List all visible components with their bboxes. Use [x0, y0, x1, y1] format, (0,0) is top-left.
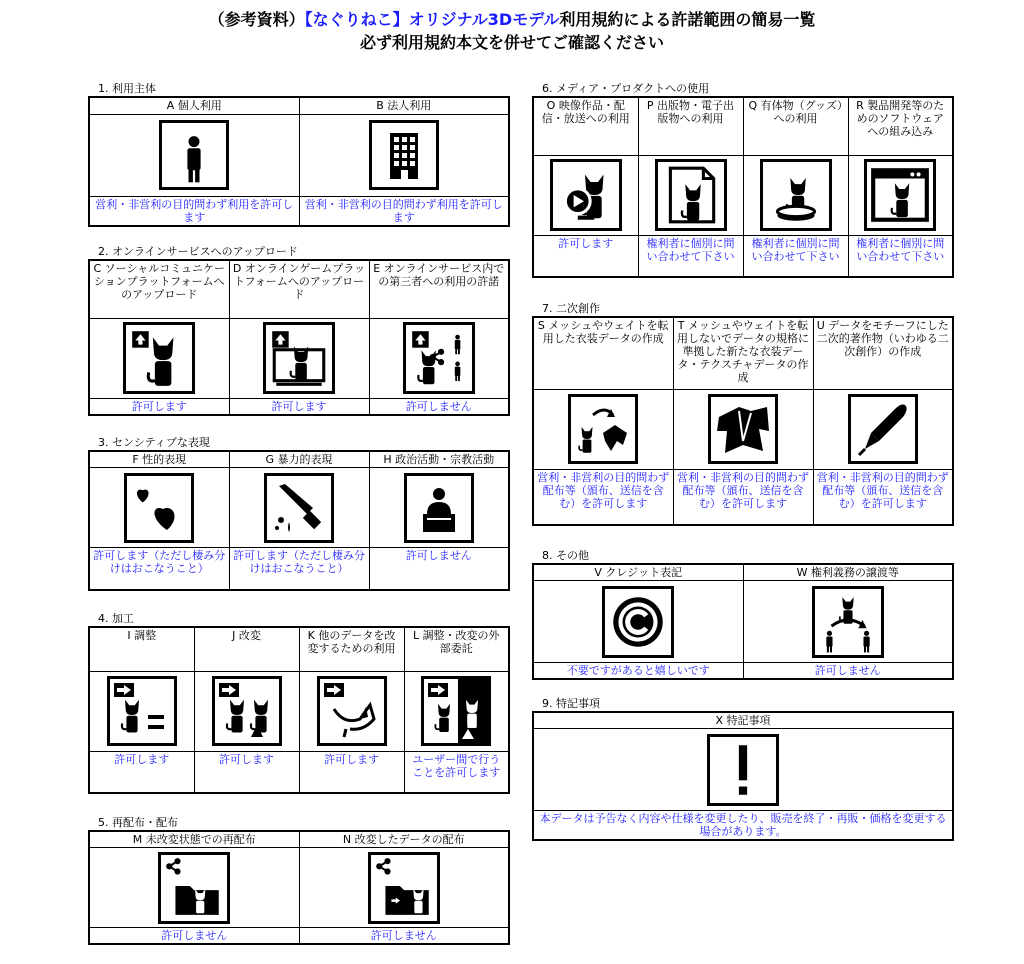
section-8	[532, 549, 954, 680]
cat-to-cloth-icon	[568, 394, 638, 464]
copyright-icon	[602, 586, 674, 658]
item-i-result: 許可します	[89, 751, 194, 793]
hearts-icon	[124, 473, 194, 543]
section-title: 5. 再配布・配布	[98, 816, 178, 829]
item-c-label: C ソーシャルコミュニケーションプラットフォームへのアップロード	[89, 260, 229, 318]
item-m-label: M 未改変状態での再配布	[89, 831, 299, 848]
person-icon	[159, 120, 229, 190]
item-h-label: H 政治活動・宗教活動	[369, 451, 509, 468]
item-j-result: 許可します	[194, 751, 299, 793]
item-n-label: N 改変したデータの配布	[299, 831, 509, 848]
section-6	[532, 82, 954, 278]
item-f-label: F 性的表現	[89, 451, 229, 468]
item-e-result: 許可しません	[369, 398, 509, 415]
item-b-result: 営利・非営利の目的問わず利用を許可します	[299, 196, 509, 226]
item-l-label: L 調整・改変の外部委託	[404, 627, 509, 671]
item-r-label: R 製品開発等のためのソフトウェアへの組み込み	[848, 97, 953, 155]
item-a-result: 営利・非営利の目的問わず利用を許可します	[89, 196, 299, 226]
item-b-label: B 法人利用	[299, 97, 509, 114]
page-subtitle: 必ず利用規約本文を併せてご確認ください	[359, 33, 664, 52]
adjust-icon	[107, 676, 177, 746]
share-third-party-icon	[403, 322, 475, 394]
item-s-label: S メッシュやウェイトを転用した衣装データの作成	[533, 317, 673, 389]
section-2	[88, 245, 510, 416]
section-9	[532, 697, 954, 841]
item-d-result: 許可します	[229, 398, 369, 415]
item-i-label: I 調整	[89, 627, 194, 671]
item-t-result: 営利・非営利の目的問わず配布等（頒布、送信を含む）を許可します	[673, 469, 813, 525]
item-w-result: 許可しません	[743, 663, 953, 680]
software-icon	[864, 159, 936, 231]
item-g-result: 許可します（ただし棲み分けはおこなうこと）	[229, 548, 369, 590]
title-brand: 【なぐりねこ】オリジナル3Dモデル	[304, 10, 560, 29]
cloth-icon	[708, 394, 778, 464]
item-t-label: T メッシュやウェイトを転用しないでデータの規格に準拠した新たな衣装データ・テクスチャデータの作成	[673, 317, 813, 389]
section-title: 3. センシティブな表現	[98, 436, 210, 449]
video-icon	[550, 159, 622, 231]
section-title: 7. 二次創作	[542, 302, 600, 315]
upload-cat-icon	[123, 322, 195, 394]
item-u-label: U データをモチーフにした二次的著作物（いわゆる二次創作）の作成	[813, 317, 953, 389]
item-k-label: K 他のデータを改変するための利用	[299, 627, 404, 671]
item-n-result: 許可しません	[299, 928, 509, 945]
item-e-label: E オンラインサービス内での第三者への利用の許諾	[369, 260, 509, 318]
knife-icon	[264, 473, 334, 543]
item-x-label: X 特記事項	[533, 712, 953, 729]
item-v-label: V クレジット表記	[533, 564, 743, 581]
item-g-label: G 暴力的表現	[229, 451, 369, 468]
item-f-result: 許可します（ただし棲み分けはおこなうこと）	[89, 548, 229, 590]
item-o-result: 許可します	[533, 235, 638, 277]
outsource-icon	[421, 676, 491, 746]
title-suffix: 利用規約による許諾範囲の簡易一覧	[559, 10, 816, 29]
section-title: 8. その他	[542, 549, 589, 562]
item-p-result: 権利者に個別に問い合わせて下さい	[638, 235, 743, 277]
item-h-result: 許可しません	[369, 548, 509, 590]
item-m-result: 許可しません	[89, 928, 299, 945]
item-q-result: 権利者に個別に問い合わせて下さい	[743, 235, 848, 277]
exclamation-icon	[707, 734, 779, 806]
podium-icon	[404, 473, 474, 543]
item-d-label: D オンラインゲームプラットフォームへのアップロード	[229, 260, 369, 318]
item-s-result: 営利・非営利の目的問わず配布等（頒布、送信を含む）を許可します	[533, 469, 673, 525]
item-l-result: ユーザー間で行うことを許可します	[404, 751, 509, 793]
distribute-modified-icon	[368, 852, 440, 924]
title-prefix: （参考資料）	[208, 10, 305, 29]
game-upload-icon	[263, 322, 335, 394]
section-title: 9. 特記事項	[542, 697, 600, 710]
redistribute-icon	[158, 852, 230, 924]
item-q-label: Q 有体物（グッズ）への利用	[743, 97, 848, 155]
section-4	[88, 612, 510, 794]
building-icon	[369, 120, 439, 190]
publication-icon	[655, 159, 727, 231]
item-k-result: 許可します	[299, 751, 404, 793]
item-v-result: 不要ですがあると嬉しいです	[533, 663, 743, 680]
item-w-label: W 権利義務の譲渡等	[743, 564, 953, 581]
item-p-label: P 出版物・電子出版物への利用	[638, 97, 743, 155]
section-1	[88, 82, 510, 227]
section-title: 6. メディア・プロダクトへの使用	[542, 82, 710, 95]
page-title	[0, 9, 1024, 31]
item-u-result: 営利・非営利の目的問わず配布等（頒布、送信を含む）を許可します	[813, 469, 953, 525]
item-c-result: 許可します	[89, 398, 229, 415]
item-j-label: J 改変	[194, 627, 299, 671]
item-o-label: O 映像作品・配信・放送への利用	[533, 97, 638, 155]
section-title: 2. オンラインサービスへのアップロード	[98, 245, 298, 258]
transfer-icon	[812, 586, 884, 658]
reuse-icon	[317, 676, 387, 746]
section-title: 4. 加工	[98, 612, 134, 625]
pen-icon	[848, 394, 918, 464]
item-a-label: A 個人利用	[89, 97, 299, 114]
figure-icon	[760, 159, 832, 231]
item-x-result: 本データは予告なく内容や仕様を変更したり、販売を終了・再販・価格を変更する場合があります。	[533, 811, 953, 841]
section-5	[88, 816, 510, 945]
section-7	[532, 302, 954, 526]
section-title: 1. 利用主体	[98, 82, 156, 95]
modify-icon	[212, 676, 282, 746]
section-3	[88, 436, 510, 591]
item-r-result: 権利者に個別に問い合わせて下さい	[848, 235, 953, 277]
